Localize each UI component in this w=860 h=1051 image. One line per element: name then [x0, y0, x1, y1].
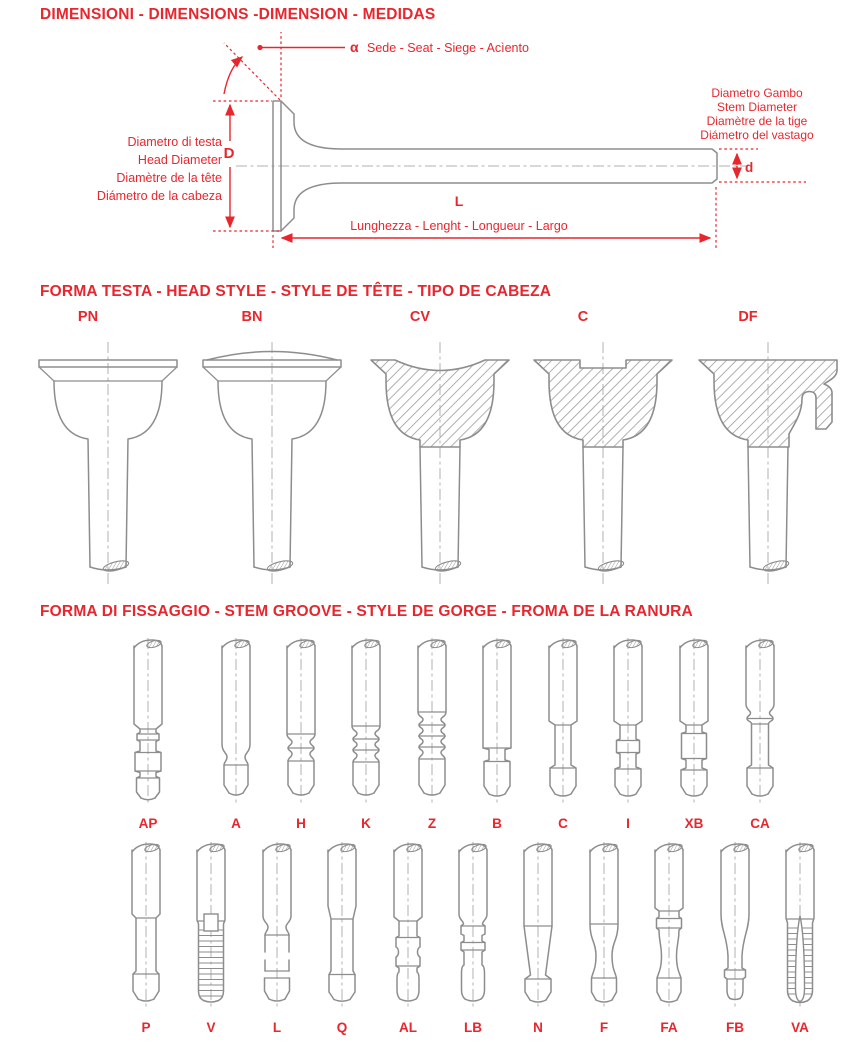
stem-diameter-label-en: Stem Diameter	[716, 100, 798, 114]
stem-label-l: L	[272, 1020, 282, 1035]
stem-figure-c	[539, 636, 587, 833]
stem-label-p: P	[141, 1020, 151, 1035]
stem-label-fa: FA	[660, 1020, 678, 1035]
valve-head-drawing-c	[518, 334, 688, 594]
stem-figure-v	[187, 840, 235, 1037]
stem-drawing-fa	[645, 840, 693, 1012]
stem-figure-ap	[124, 636, 172, 833]
stem-label-al: AL	[399, 1020, 417, 1035]
head-style-label-pn: PN	[77, 309, 99, 325]
stem-label-v: V	[206, 1020, 216, 1035]
length-label: Lunghezza - Lenght - Longueur - Largo	[350, 219, 568, 233]
stem-drawing-v	[187, 840, 235, 1012]
stem-drawing-q	[318, 840, 366, 1012]
stem-diameter-label-fr: Diamètre de la tige	[706, 114, 808, 128]
stem-label-b: B	[492, 816, 502, 831]
length-symbol: L	[454, 193, 464, 209]
seat-label: Sede - Seat - Siege - Acìento	[367, 41, 529, 55]
stem-diameter-label-es: Diámetro del vastago	[700, 128, 814, 142]
head-diameter-symbol: D	[223, 145, 235, 162]
stem-label-h: H	[296, 816, 306, 831]
stem-figure-i	[604, 636, 652, 833]
stem-figure-va	[776, 840, 824, 1037]
stem-figure-k	[342, 636, 390, 833]
head-style-figure-bn	[187, 306, 357, 599]
stem-label-ap: AP	[138, 816, 158, 831]
head-style-label-cv: CV	[409, 309, 431, 325]
stem-figure-h	[277, 636, 325, 833]
stem-label-k: K	[361, 816, 371, 831]
stem-label-lb: LB	[464, 1020, 482, 1035]
stem-label-i: I	[626, 816, 630, 831]
stem-drawing-n	[514, 840, 562, 1012]
stem-drawing-l	[253, 840, 301, 1012]
head-diameter-label-it: Diametro di testa	[127, 135, 222, 149]
head-style-label-df: DF	[738, 309, 758, 325]
stem-label-q: Q	[336, 1020, 348, 1035]
stem-label-va: VA	[791, 1020, 809, 1035]
stem-label-a: A	[231, 816, 241, 831]
stem-label-z: Z	[427, 816, 437, 831]
valve-head-drawing-bn	[187, 334, 357, 594]
seat-angle-diagonal	[224, 43, 280, 100]
stem-drawing-a	[212, 636, 260, 808]
stem-drawing-xb	[670, 636, 718, 808]
valve-head-drawing-df	[683, 334, 853, 594]
stem-label-fb: FB	[726, 1020, 744, 1035]
head-diameter-label-es: Diámetro de la cabeza	[96, 189, 222, 203]
head-style-label-c: C	[577, 309, 589, 325]
stem-figure-q	[318, 840, 366, 1037]
valve-head-drawing-pn	[23, 334, 193, 594]
head-style-figure-c	[518, 306, 688, 599]
stem-label-n: N	[533, 1020, 543, 1035]
seat-angle-arc-arrow	[224, 57, 242, 94]
head-diameter-label-fr: Diamètre de la tête	[116, 171, 222, 185]
head-style-section-title: FORMA TESTA - HEAD STYLE - STYLE DE TÊTE - TIPO DE CABEZA	[40, 283, 552, 300]
stem-figure-al	[384, 840, 432, 1037]
stem-figure-ca	[736, 636, 784, 833]
stem-figure-n	[514, 840, 562, 1037]
stem-drawing-al	[384, 840, 432, 1012]
stem-figure-p	[122, 840, 170, 1037]
stem-figure-xb	[670, 636, 718, 833]
stem-figure-b	[473, 636, 521, 833]
stem-figure-fa	[645, 840, 693, 1037]
alpha-symbol: α	[350, 39, 359, 55]
head-style-figure-df	[683, 306, 853, 599]
stem-drawing-ap	[124, 636, 172, 808]
stem-label-xb: XB	[684, 816, 704, 831]
stem-drawing-p	[122, 840, 170, 1012]
stem-diameter-symbol: d	[745, 160, 754, 175]
stem-drawing-b	[473, 636, 521, 808]
stem-drawing-h	[277, 636, 325, 808]
stem-drawing-k	[342, 636, 390, 808]
stem-drawing-c	[539, 636, 587, 808]
stem-figure-fb	[711, 840, 759, 1037]
dimensions-section-title: DIMENSIONI - DIMENSIONS -DIMENSION - MEDIDAS	[40, 6, 436, 23]
stem-drawing-i	[604, 636, 652, 808]
stem-drawing-lb	[449, 840, 497, 1012]
stem-figure-l	[253, 840, 301, 1037]
stem-drawing-fb	[711, 840, 759, 1012]
stem-groove-section-title: FORMA DI FISSAGGIO - STEM GROOVE - STYLE DE GORGE - FROMA DE LA RANURA	[40, 603, 693, 620]
stem-figure-lb	[449, 840, 497, 1037]
stem-label-f: F	[599, 1020, 609, 1035]
valve-head-drawing-cv	[355, 334, 525, 594]
stem-label-ca: CA	[750, 816, 770, 831]
stem-drawing-f	[580, 840, 628, 1012]
head-style-figure-pn	[23, 306, 193, 599]
valve-dimension-figure	[0, 0, 860, 272]
stem-diameter-label-it: Diametro Gambo	[711, 86, 803, 100]
head-diameter-label-en: Head Diameter	[137, 153, 222, 167]
stem-figure-f	[580, 840, 628, 1037]
stem-figure-a	[212, 636, 260, 833]
stem-drawing-ca	[736, 636, 784, 808]
head-style-figure-cv	[355, 306, 525, 599]
stem-drawing-z	[408, 636, 456, 808]
stem-drawing-va	[776, 840, 824, 1012]
stem-label-c: C	[558, 816, 568, 831]
head-style-label-bn: BN	[241, 309, 263, 325]
stem-figure-z	[408, 636, 456, 833]
